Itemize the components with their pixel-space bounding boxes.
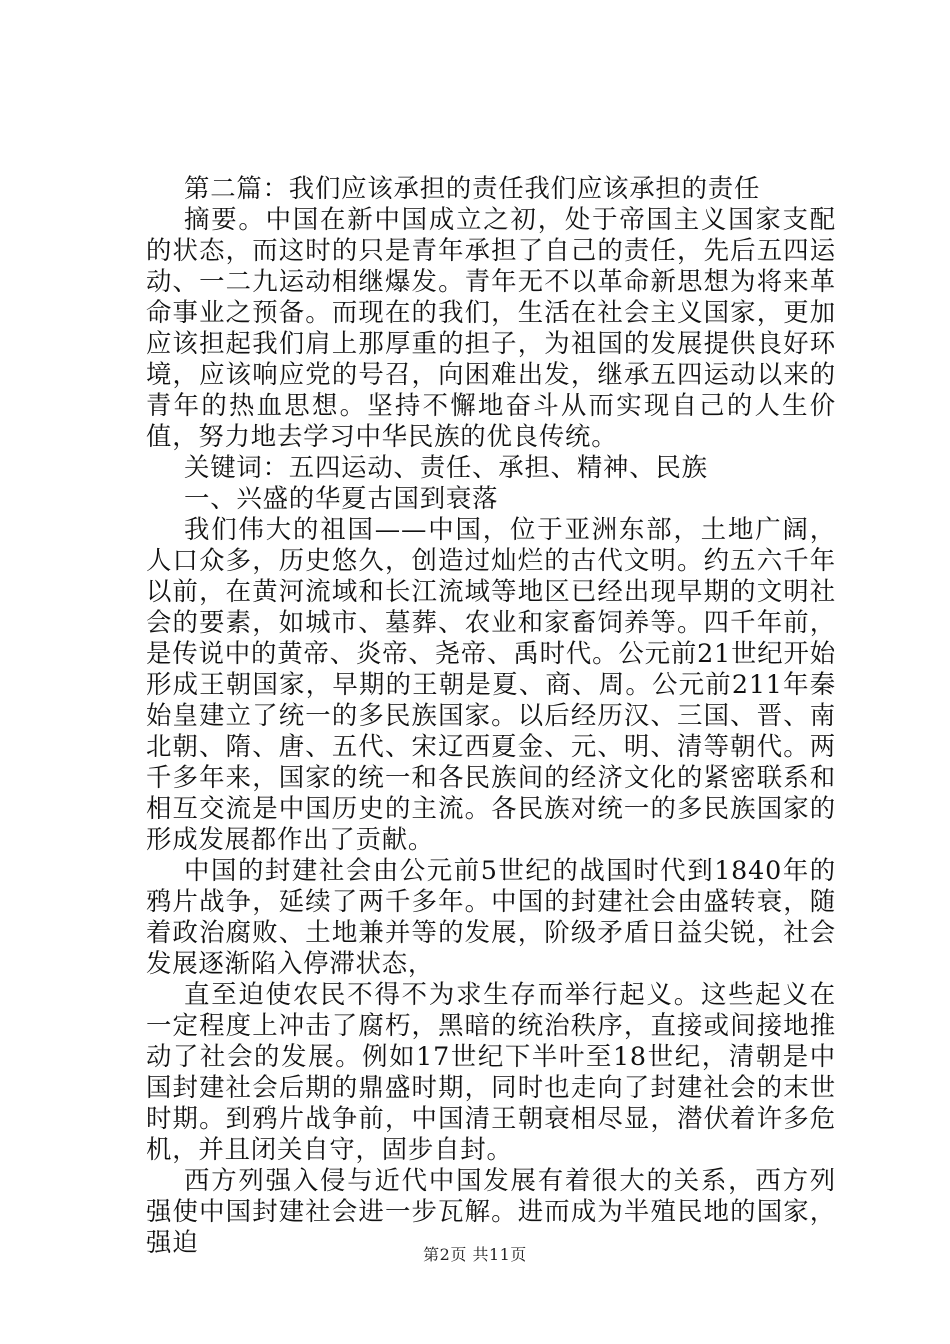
body-paragraph: 我们伟大的祖国——中国，位于亚洲东部，土地广阔，人口众多，历史悠久，创造过灿烂的古代文明。约五六千年以前，在黄河流域和长江流域等地区已经出现早期的文明社会的要素，如城市、墓葬、农业和家畜饲养等。四千年前，是传说中的黄帝、炎帝、尧帝、禹时代。公元前21世纪开始形成王朝国家，早期的王朝是夏、商、周。公元前211年秦始皇建立了统一的多民族国家。以后经历汉、三国、晋、南北朝、隋、唐、五代、宋辽西夏金、元、明、清等朝代。两千多年来，国家的统一和各民族间的经济文化的紧密联系和相互交流是中国历史的主流。各民族对统一的多民族国家的形成发展都作出了贡献。 xyxy=(146,514,836,854)
page-number-footer: 第2页 共11页 xyxy=(423,1245,527,1264)
body-paragraph: 直至迫使农民不得不为求生存而举行起义。这些起义在一定程度上冲击了腐朽，黑暗的统治秩序，直接或间接地推动了社会的发展。例如17世纪下半叶至18世纪，清朝是中国封建社会后期的鼎盛时期，同时也走向了封建社会的末世时期。到鸦片战争前，中国清王朝衰相尽显，潜伏着许多危机，并且闭关自守，固步自封。 xyxy=(146,979,836,1164)
section-heading: 第二篇：我们应该承担的责任我们应该承担的责任 xyxy=(184,173,761,203)
subsection-heading: 一、兴盛的华夏古国到衰落 xyxy=(184,483,499,513)
abstract-paragraph: 摘要。中国在新中国成立之初，处于帝国主义国家支配的状态，而这时的只是青年承担了自己的责任，先后五四运动、一二九运动相继爆发。青年无不以革命新思想为将来革命事业之预备。而现在的我们，生活在社会主义国家，更加应该担起我们肩上那厚重的担子，为祖国的发展提供良好环境，应该响应党的号召，向困难出发，继承五四运动以来的青年的热血思想。坚持不懈地奋斗从而实现自己的人生价值，努力地去学习中华民族的优良传统。 xyxy=(146,204,836,451)
body-paragraph: 西方列强入侵与近代中国发展有着很大的关系，西方列强使中国封建社会进一步瓦解。进而成为半殖民地的国家，强迫 xyxy=(146,1165,836,1257)
body-paragraph: 中国的封建社会由公元前5世纪的战国时代到1840年的鸦片战争，延续了两千多年。中国的封建社会由盛转衰，随着政治腐败、土地兼并等的发展，阶级矛盾日益尖锐，社会发展逐渐陷入停滞状态， xyxy=(146,855,836,978)
document-body xyxy=(146,173,836,1258)
keywords-line: 关键词：五四运动、责任、承担、精神、民族 xyxy=(184,452,708,482)
